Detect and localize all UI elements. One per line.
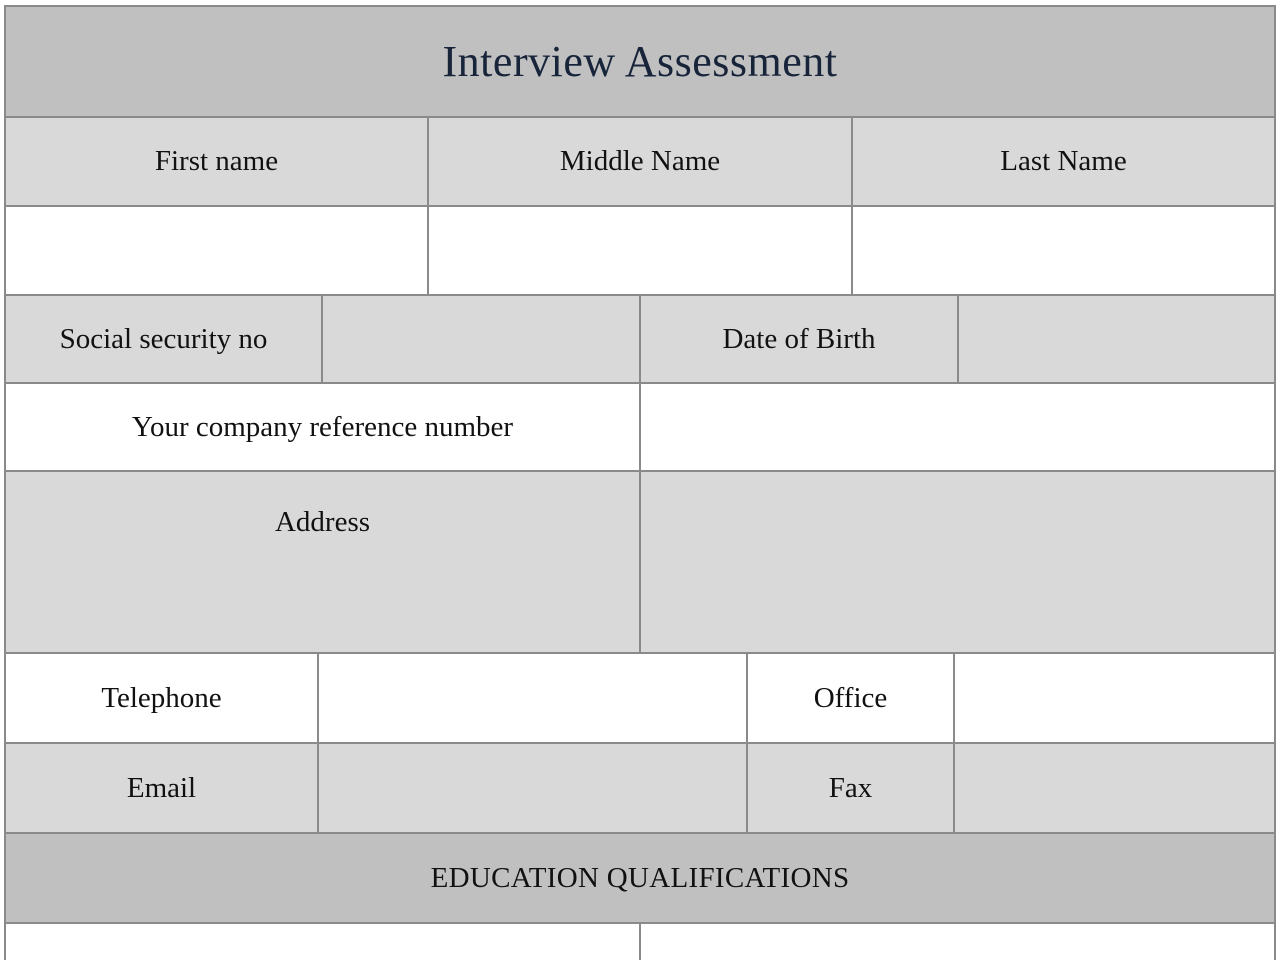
last-name-label: Last Name	[853, 118, 1274, 205]
middle-name-cell	[429, 207, 853, 294]
reference-field[interactable]	[641, 384, 1274, 470]
education-row	[6, 924, 1274, 960]
education-field-left[interactable]	[6, 924, 639, 960]
telephone-field[interactable]	[319, 654, 746, 742]
telephone-office-row	[6, 654, 1274, 744]
dob-field[interactable]	[959, 296, 1274, 382]
fax-field[interactable]	[955, 744, 1274, 832]
fax-cell	[955, 744, 1274, 832]
education-heading-row	[6, 834, 1274, 924]
middle-name-field[interactable]	[429, 207, 851, 294]
first-name-cell	[6, 207, 429, 294]
ssn-label: Social security no	[6, 296, 323, 382]
reference-cell	[641, 384, 1274, 470]
telephone-cell	[319, 654, 748, 742]
reference-row	[6, 384, 1274, 472]
last-name-cell	[853, 207, 1274, 294]
education-cell-left	[6, 924, 641, 960]
name-labels-row	[6, 118, 1274, 207]
form-title: Interview Assessment	[6, 7, 1274, 116]
education-cell-right	[641, 924, 1274, 960]
address-field[interactable]	[641, 472, 1274, 652]
address-row	[6, 472, 1274, 654]
address-cell	[641, 472, 1274, 652]
office-cell	[955, 654, 1274, 742]
first-name-field[interactable]	[6, 207, 427, 294]
email-cell	[319, 744, 748, 832]
ssn-field[interactable]	[323, 296, 639, 382]
email-fax-row	[6, 744, 1274, 834]
first-name-label: First name	[6, 118, 429, 205]
middle-name-label: Middle Name	[429, 118, 853, 205]
email-label: Email	[6, 744, 319, 832]
ssn-dob-row	[6, 296, 1274, 384]
fax-label: Fax	[748, 744, 955, 832]
interview-assessment-form	[4, 5, 1276, 960]
last-name-field[interactable]	[853, 207, 1274, 294]
telephone-label: Telephone	[6, 654, 319, 742]
dob-cell	[959, 296, 1274, 382]
dob-label: Date of Birth	[641, 296, 959, 382]
reference-label: Your company reference number	[6, 384, 641, 470]
education-field-right[interactable]	[641, 924, 1274, 960]
address-label: Address	[6, 472, 641, 652]
office-label: Office	[748, 654, 955, 742]
name-inputs-row	[6, 207, 1274, 296]
title-row	[6, 7, 1274, 118]
office-field[interactable]	[955, 654, 1274, 742]
education-section-title: EDUCATION QUALIFICATIONS	[6, 834, 1274, 922]
ssn-cell	[323, 296, 641, 382]
email-field[interactable]	[319, 744, 746, 832]
